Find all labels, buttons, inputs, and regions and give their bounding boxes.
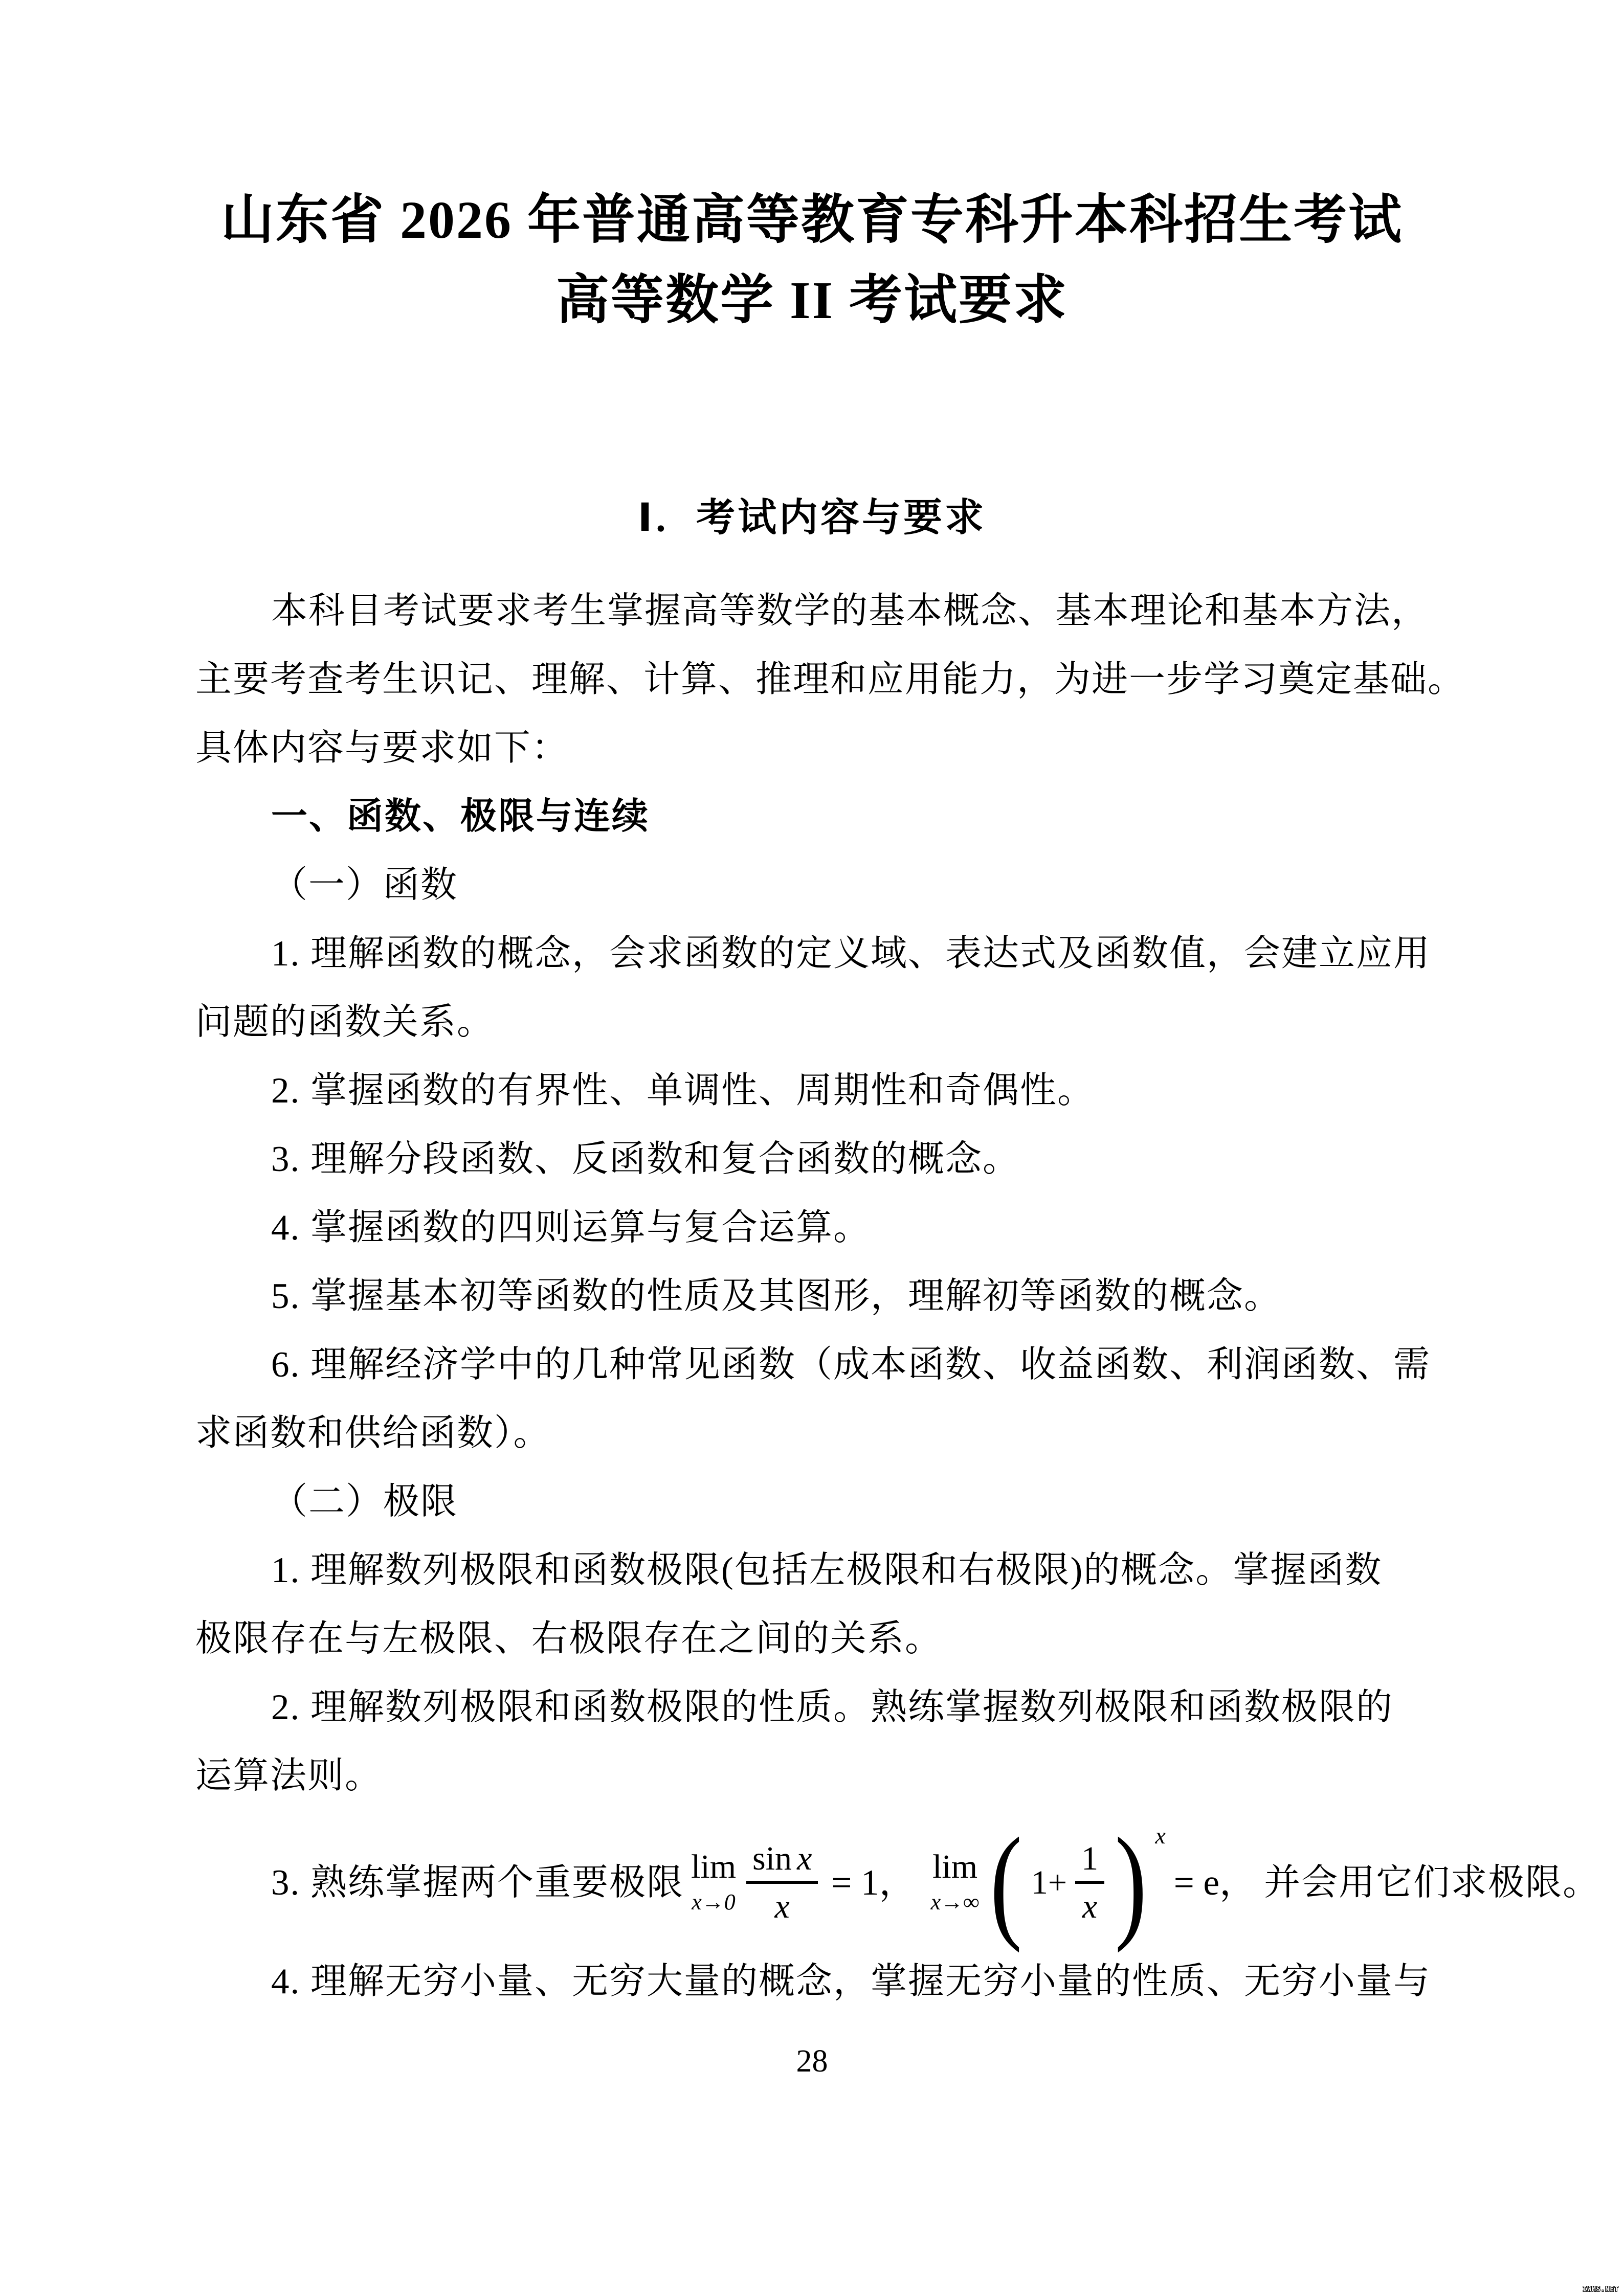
formula-suffix-text: 并会用它们求极限。 [1264,1863,1600,1903]
document-title-line-1: 山东省 2026 年普通高等教育专科升本科招生考试 [220,191,1403,250]
lim-operator-stack [691,1848,737,1915]
lim-operator: lim [691,1848,737,1885]
limit-item-4-line-1: 4. 理解无穷小量、无穷大量的概念，掌握无穷小量的性质、无穷小量与 [271,1962,1431,2001]
fraction-numerator [746,1840,818,1884]
lim-operator-stack [930,1848,980,1915]
exponent-x: x [1155,1822,1166,1849]
parenthesized-expression: ( 1+ $\frac{1}{x}$ ) x [985,1840,1166,1926]
intro-line-3: 具体内容与要求如下： [195,728,569,768]
function-item-3: 3. 理解分段函数、反函数和复合函数的概念。 [271,1139,1020,1179]
function-item-6-line-1: 6. 理解经济学中的几种常见函数（成本函数、收益函数、利润函数、需 [271,1345,1431,1385]
watermark-iwms-net: IWMS.NET [1583,2286,1619,2293]
function-item-2: 2. 掌握函数的有界性、单调性、周期性和奇偶性。 [271,1071,1095,1111]
fraction-numerator: 1 [1075,1840,1104,1884]
formula-limit-sinx-over-x [684,1840,924,1926]
body-text [195,577,1600,2016]
fraction-one-over-x [1075,1840,1104,1926]
limit-item-1-line-1: 1. 理解数列极限和函数极限(包括左极限和右极限)的概念。掌握函数 [271,1550,1383,1590]
function-item-6-line-2: 求函数和供给函数）。 [195,1413,551,1453]
function-item-1-line-2: 问题的函数关系。 [195,1002,495,1042]
one-plus-term: 1+ [1031,1864,1067,1901]
fraction-denominator: x [1082,1888,1098,1925]
lim-subscript-x-to-0: x→0 [692,1889,736,1915]
page-number: 28 [796,2044,828,2079]
function-item-5: 5. 掌握基本初等函数的性质及其图形，理解初等函数的概念。 [271,1276,1282,1316]
fraction-sinx-over-x [746,1840,818,1926]
formula-prefix-text: 3. 熟练掌握两个重要极限 [271,1863,684,1903]
intro-line-1: 本科目考试要求考生掌握高等数学的基本概念、基本理论和基本方法， [271,591,1429,631]
variable-x: x [797,1840,812,1877]
limit-item-3-with-formula [195,1812,1600,1953]
formula-limit-e [924,1812,1264,1953]
subsection-limit-heading: （二）极限 [271,1482,458,1522]
fraction-denominator: x [774,1888,790,1925]
limit-item-2-line-1: 2. 理解数列极限和函数极限的性质。熟练掌握数列极限和函数极限的 [271,1687,1394,1727]
equals-one: = 1， [831,1863,916,1903]
lim-operator: lim [932,1848,978,1885]
equals-e: = e， [1173,1863,1256,1903]
intro-line-2: 主要考查考生识记、理解、计算、推理和应用能力，为进一步学习奠定基础。 [195,660,1465,700]
lim-subscript-x-to-infinity: x→∞ [930,1889,980,1915]
sin-function: sin [752,1840,792,1877]
function-item-1-line-1: 1. 理解函数的概念，会求函数的定义域、表达式及函数值，会建立应用 [271,934,1431,974]
limit-item-2-line-2: 运算法则。 [195,1756,383,1796]
document-title [0,180,1624,341]
section-heading: Ⅰ．考试内容与要求 [637,496,987,539]
limit-item-1-line-2: 极限存在与左极限、右极限存在之间的关系。 [195,1619,943,1659]
document-title-line-2: 高等数学 II 考试要求 [556,271,1068,330]
chapter-1-heading: 一、函数、极限与连续 [271,796,650,837]
function-item-4: 4. 掌握函数的四则运算与复合运算。 [271,1208,871,1248]
subsection-function-heading: （一）函数 [271,865,458,905]
